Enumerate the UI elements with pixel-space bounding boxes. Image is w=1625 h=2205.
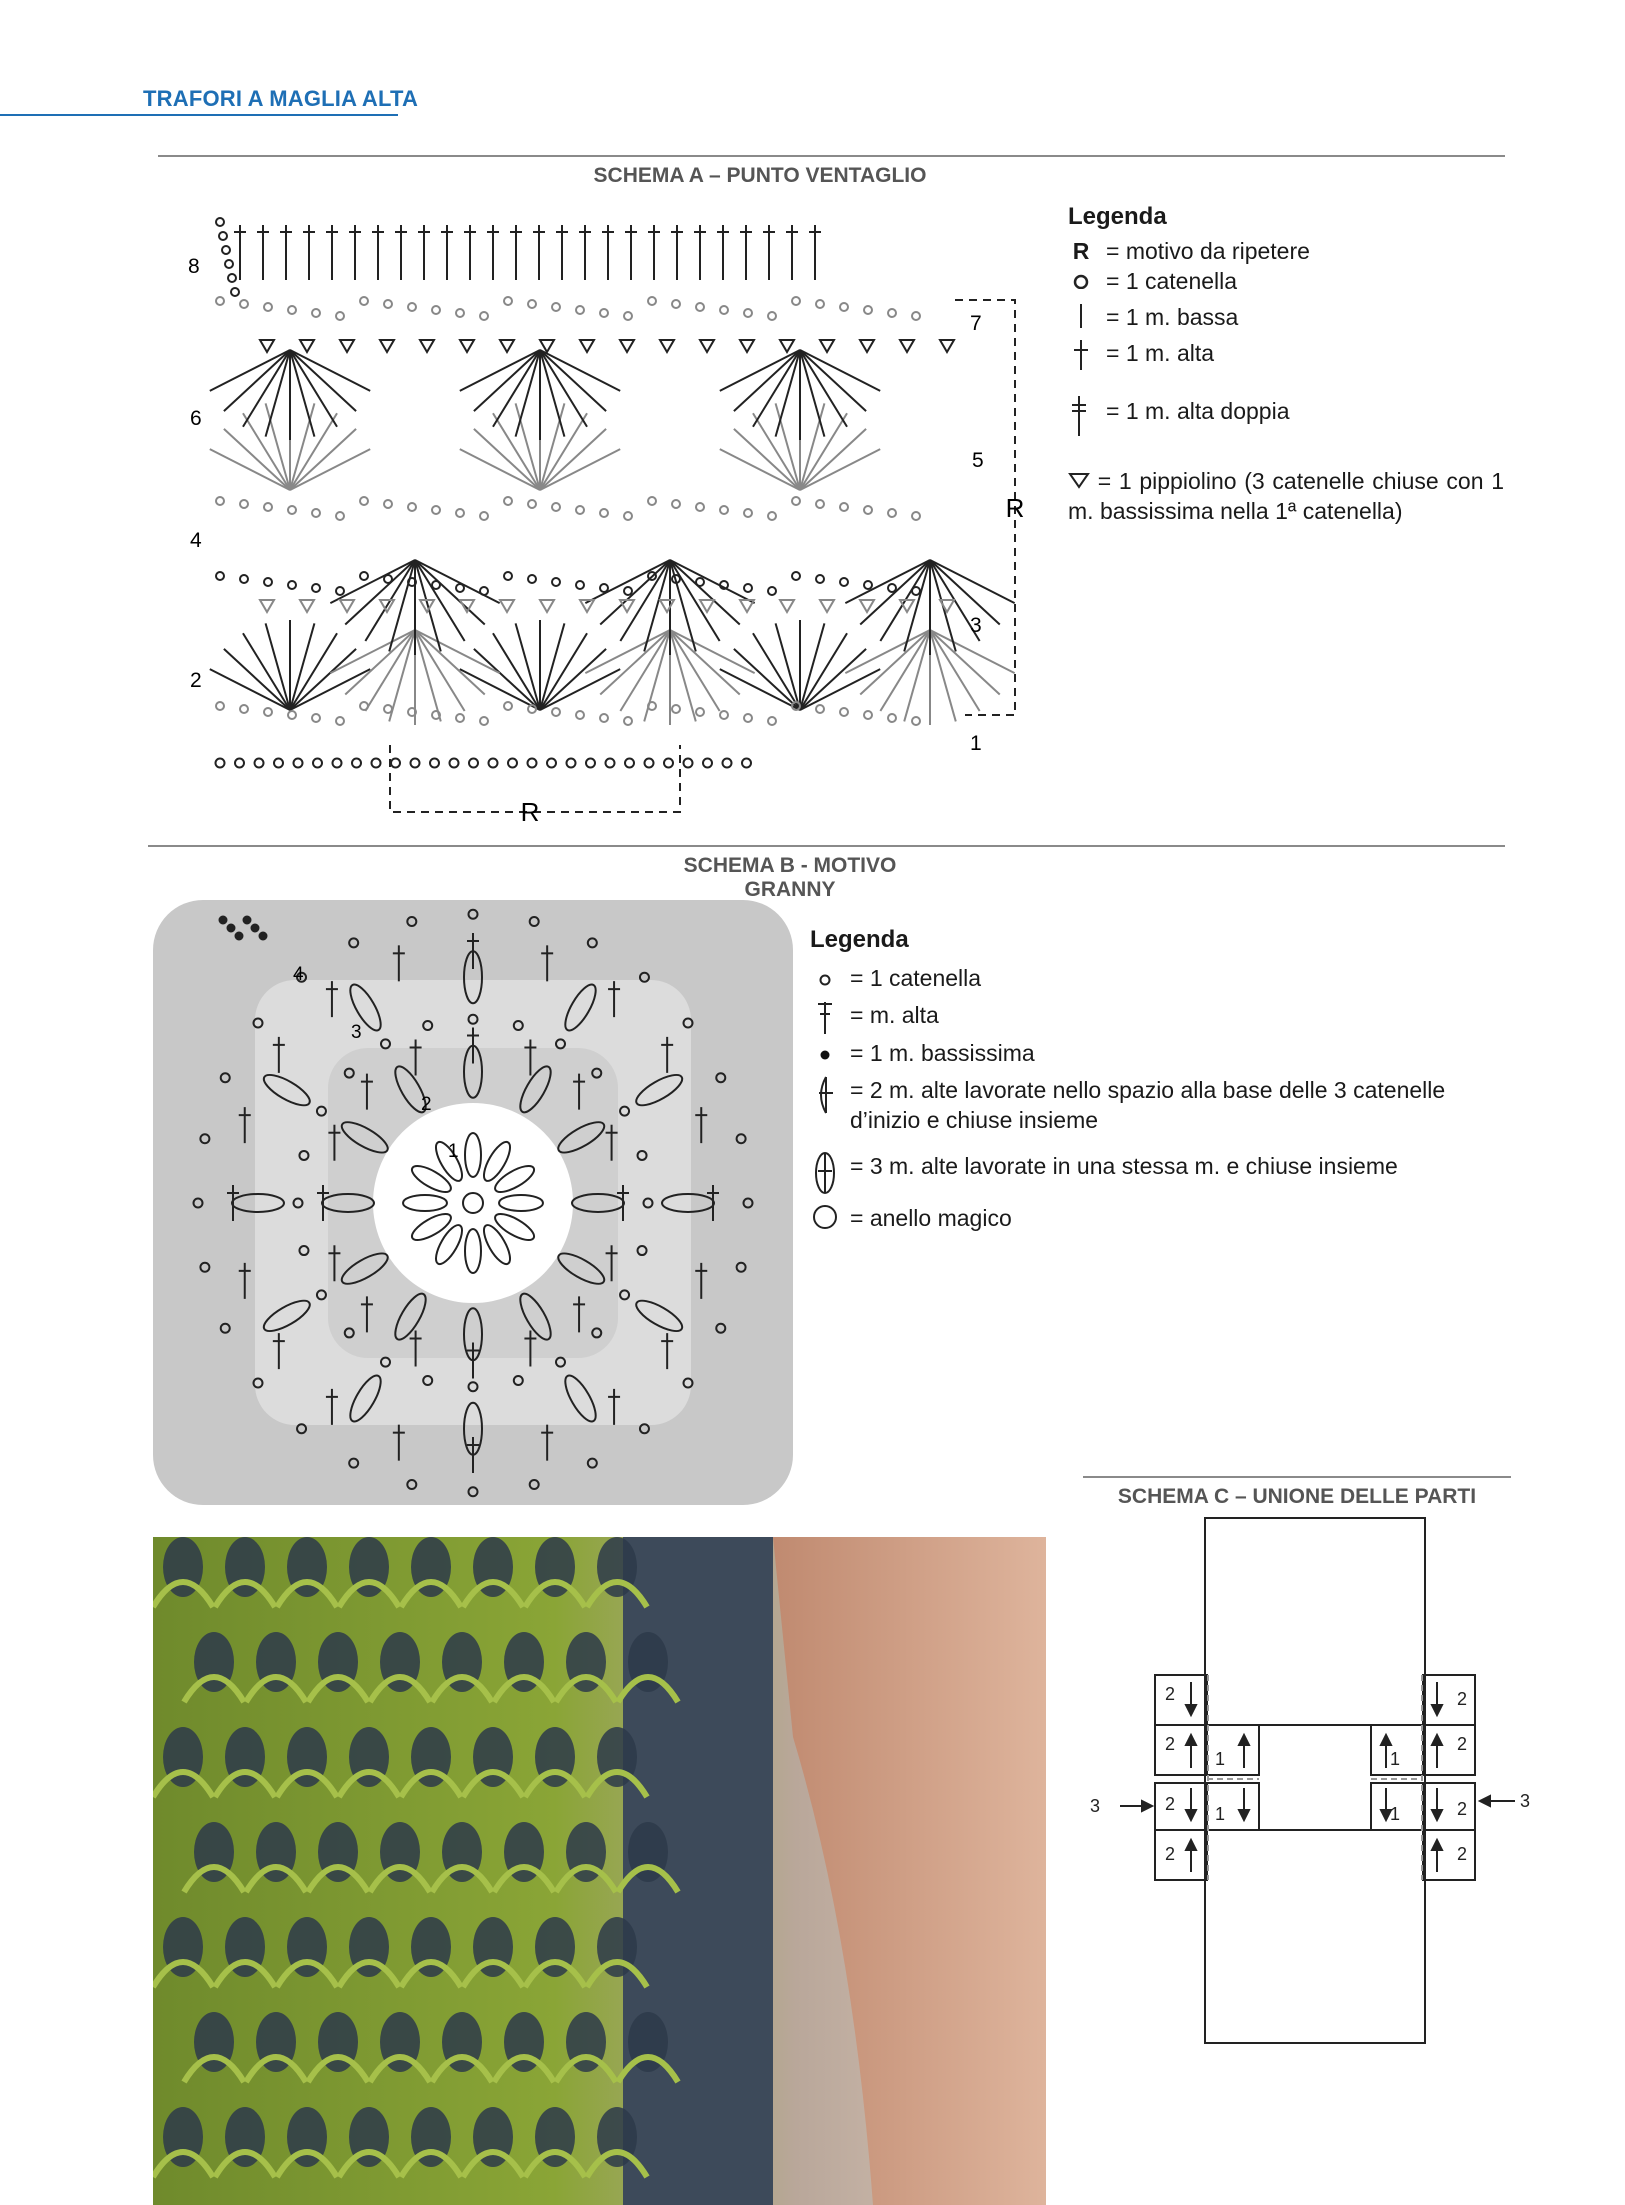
- c-label-12: 1: [1390, 1804, 1401, 1824]
- c-label-5: 2: [1165, 1794, 1176, 1814]
- repeat-label-side: R: [1005, 493, 1025, 523]
- schema-b-legend: = 1 catenella = m. alta = 1 m. bassissima = 2 m. alte lavorate nello spazio alla base delle 3 catenelle d’inizio e chiuse insieme = 3 m. alte lavorate in una stessa m. e chiuse insieme = anello magico: [818, 963, 1508, 1243]
- header-rule: [0, 114, 398, 116]
- round-number-2: 2: [421, 1094, 432, 1115]
- c-label-8: 2: [1457, 1689, 1468, 1709]
- c-label-13: 2: [1457, 1844, 1468, 1864]
- row-number-6: 6: [190, 407, 202, 430]
- photo-illustration: [153, 1537, 1046, 2205]
- schema-c-top-rule: [1083, 1476, 1511, 1478]
- single-crochet-icon: [1064, 302, 1098, 337]
- c-label-10: 1: [1390, 1749, 1401, 1769]
- row-number-5: 5: [972, 449, 984, 472]
- row-number-1: 1: [970, 732, 982, 755]
- picot-icon: [1068, 466, 1090, 496]
- c-label-3: 1: [1215, 1749, 1226, 1769]
- round-number-4: 4: [293, 964, 304, 985]
- schema-b-top-rule: [148, 845, 1505, 847]
- c-label-7: 2: [1165, 1844, 1176, 1864]
- round-number-1: 1: [448, 1141, 459, 1162]
- c-label-9: 2: [1457, 1734, 1468, 1754]
- schema-a-diagram: [150, 200, 1050, 840]
- schema-a-top-rule: [158, 155, 1505, 157]
- row-number-3: 3: [970, 614, 982, 637]
- double-crochet-icon: [1064, 338, 1098, 379]
- c-label-6: 1: [1215, 1804, 1226, 1824]
- slip-stitch-icon: [808, 1038, 842, 1068]
- schema-a-legend: R = motivo da ripetere = 1 catenella = 1 m. bassa = 1 m. alta = 1 m. alta doppia = 1 pippiolino (3 catenelle chiuse con 1 m. bassissima nella 1ª catenella): [1068, 236, 1488, 536]
- schema-a-title: SCHEMA A – PUNTO VENTAGLIO: [593, 164, 927, 187]
- c-label-2: 2: [1165, 1734, 1176, 1754]
- schema-b-legend-heading: Legenda: [810, 926, 909, 953]
- schema-a-legend-heading: Legenda: [1068, 203, 1167, 230]
- schema-b-diagram: [153, 900, 793, 1505]
- legend-repeat-symbol: R: [1072, 238, 1090, 264]
- schema-c-title: SCHEMA C – UNIONE DELLE PARTI: [1117, 1485, 1477, 1508]
- page-header-title: TRAFORI A MAGLIA ALTA: [143, 86, 419, 111]
- magic-ring-icon: [808, 1203, 842, 1236]
- dc3tog-icon: [808, 1151, 842, 1202]
- schema-b-title: SCHEMA B - MOTIVO GRANNY: [683, 854, 897, 901]
- c-label-4: 3: [1090, 1796, 1101, 1816]
- back-panel: [1205, 1518, 1425, 2043]
- chain-icon: [808, 963, 842, 993]
- dc2tog-icon: [808, 1075, 842, 1122]
- green-crochet-vest-photo: [153, 1537, 1046, 2205]
- round-number-3: 3: [351, 1022, 362, 1043]
- repeat-label-bottom: R: [520, 797, 540, 827]
- row-number-8: 8: [188, 255, 200, 278]
- row-number-4: 4: [190, 529, 202, 552]
- row-number-7: 7: [970, 312, 982, 335]
- row-number-2: 2: [190, 669, 202, 692]
- c-label-11: 2: [1457, 1799, 1468, 1819]
- chain-icon: [1064, 266, 1098, 296]
- treble-crochet-icon: [1062, 396, 1096, 443]
- schema-c-diagram: [1090, 1510, 1530, 2055]
- c-label-1: 2: [1165, 1684, 1176, 1704]
- double-crochet-icon: [808, 1000, 842, 1043]
- c-label-14: 3: [1520, 1791, 1530, 1811]
